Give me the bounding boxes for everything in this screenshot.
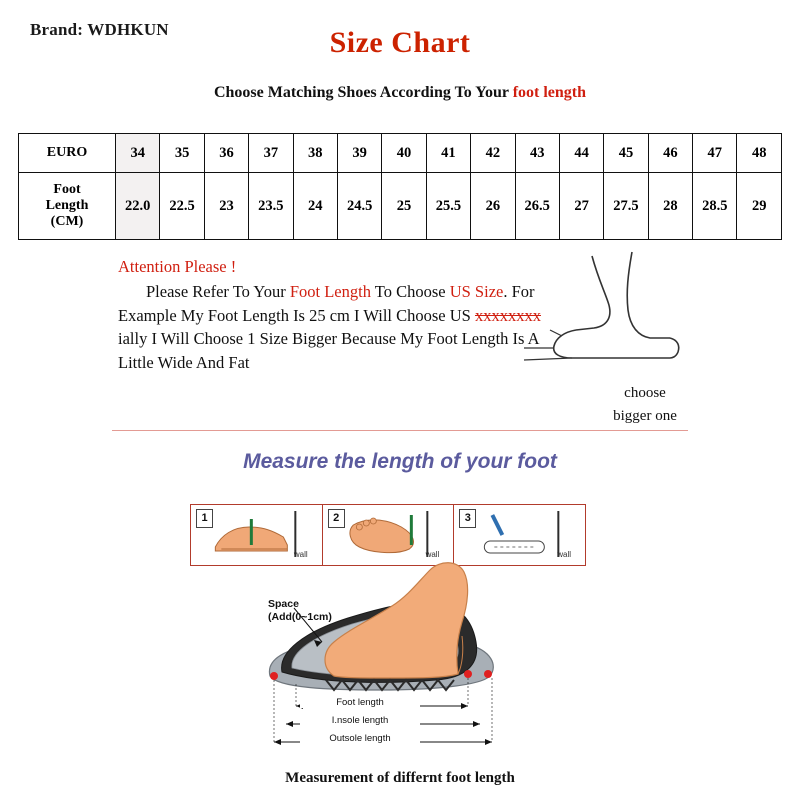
attention-heading: Attention Please !: [118, 257, 237, 276]
subtitle-highlight: foot length: [512, 84, 587, 101]
brand-label: Brand: WDHKUN: [30, 20, 169, 39]
space-label: [268, 598, 332, 624]
table-cell-euro: 37: [249, 134, 293, 173]
measure-section-title: Measure the length of your foot: [243, 450, 557, 473]
table-cell-foot-length: 23.5: [249, 173, 293, 240]
step-number: 2: [328, 509, 345, 528]
table-cell-foot-length: 29: [737, 173, 782, 240]
table-cell-euro: 42: [471, 134, 515, 173]
table-cell-euro: 35: [160, 134, 204, 173]
choose-note-line1: choose: [624, 385, 666, 401]
table-cell-euro: 34: [116, 134, 160, 173]
attention-line3-a: Will Choose US: [363, 305, 475, 325]
attention-line2-b: . For Example My Foot Length Is 25 cm I: [118, 282, 535, 325]
table-cell-euro: 36: [204, 134, 248, 173]
foot-sketch-icon: [520, 248, 720, 388]
attention-line3-b: ially I Will Choose 1 Size: [118, 329, 288, 349]
subtitle: [0, 84, 800, 102]
table-cell-euro: 46: [648, 134, 692, 173]
size-chart-table: [18, 133, 782, 240]
table-cell-euro: 41: [426, 134, 470, 173]
attention-line3-strike: xxxxxxxx: [474, 305, 541, 325]
step-number: 3: [459, 509, 476, 528]
page-title: Size Chart: [329, 26, 471, 59]
table-cell-euro: 45: [604, 134, 648, 173]
table-cell-euro: 48: [737, 134, 782, 173]
foot-measurement-illustration-icon: [230, 556, 570, 756]
table-cell-euro: 43: [515, 134, 559, 173]
table-cell-foot-length: 28: [648, 173, 692, 240]
attention-line5: And Fat: [195, 352, 250, 372]
attention-line4: Bigger Because My Foot Length Is A Little Wide: [118, 329, 539, 372]
space-label-line1: Space: [268, 598, 299, 610]
foot-length-header-line3: (CM): [50, 214, 84, 230]
table-cell-foot-length: 28.5: [693, 173, 737, 240]
table-cell-foot-length: 22.5: [160, 173, 204, 240]
foot-length-header-line2: Length: [45, 197, 89, 213]
attention-line1-a: Please Refer To Your: [146, 282, 290, 302]
attention-body: [118, 280, 548, 374]
table-cell-foot-length: 27: [559, 173, 603, 240]
space-label-line2: (Add(0~1cm): [268, 611, 332, 624]
table-cell-foot-length: 25: [382, 173, 426, 240]
table-cell-euro: 44: [559, 134, 603, 173]
table-cell-euro: 39: [337, 134, 381, 173]
step-wall-label: wall: [425, 550, 440, 559]
table-cell-foot-length: 22.0: [116, 173, 160, 240]
attention-block: [118, 255, 548, 374]
choose-note-line2: bigger one: [613, 407, 677, 424]
attention-line2-highlight: US Size: [449, 282, 504, 302]
table-row-foot-length: [19, 173, 782, 240]
step-number: 1: [196, 509, 213, 528]
section-divider: [112, 430, 688, 431]
table-row-euro: [19, 134, 782, 173]
footer-caption: Measurement of differnt foot length: [285, 770, 515, 786]
table-cell-euro: 38: [293, 134, 337, 173]
dimension-label-outsole-length: Outsole length: [300, 733, 420, 744]
table-cell-foot-length: 26: [471, 173, 515, 240]
table-cell-foot-length: 23: [204, 173, 248, 240]
dimension-label-insole-length: I.nsole length: [300, 715, 420, 726]
foot-length-header-line1: Foot: [53, 181, 81, 197]
table-cell-foot-length: 27.5: [604, 173, 648, 240]
attention-line1-c: To Choose: [370, 282, 446, 302]
table-header-euro: EURO: [19, 134, 116, 173]
choose-bigger-note: [560, 382, 730, 427]
dimension-label-foot-length: Foot length: [300, 697, 420, 708]
attention-line1-highlight: Foot Length: [289, 282, 371, 302]
table-cell-euro: 47: [693, 134, 737, 173]
table-header-foot-length: [19, 173, 116, 240]
table-cell-foot-length: 25.5: [426, 173, 470, 240]
step-wall-label: wall: [293, 550, 308, 559]
table-cell-foot-length: 26.5: [515, 173, 559, 240]
subtitle-prefix: Choose Matching Shoes According To Your: [213, 84, 513, 101]
table-cell-euro: 40: [382, 134, 426, 173]
step-wall-label: wall: [557, 550, 572, 559]
table-cell-foot-length: 24.5: [337, 173, 381, 240]
table-cell-foot-length: 24: [293, 173, 337, 240]
